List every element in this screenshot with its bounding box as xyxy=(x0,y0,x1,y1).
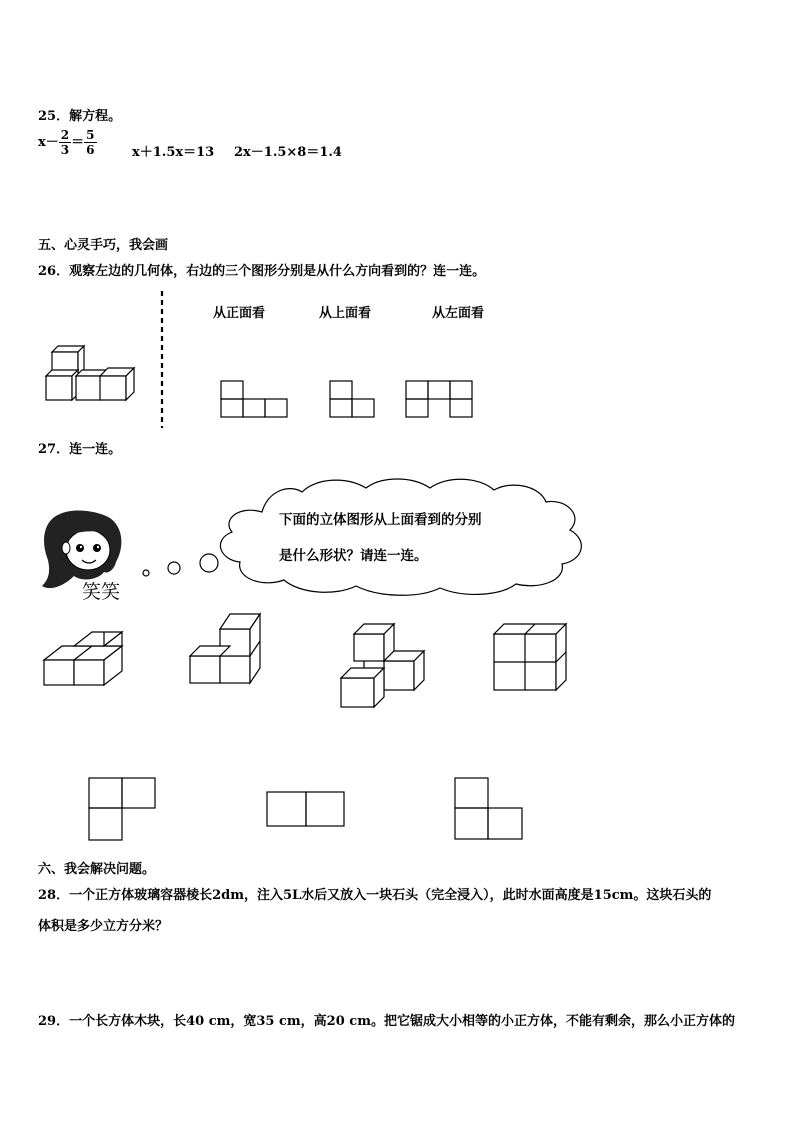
fraction-2-3: $\frac{2}{3}$ xyxy=(60,128,70,157)
q25-equation-3: 2x－1.5×8＝1.4 xyxy=(234,145,342,160)
q27-solid-a xyxy=(44,632,122,685)
q27-topview-2 xyxy=(267,792,344,826)
section5-heading: 五、心灵手巧，我会画 xyxy=(38,238,169,253)
q26-text: 26．观察左边的几何体，右边的三个图形分别是从什么方向看到的？连一连。 xyxy=(38,264,486,279)
q25-heading: 25．解方程。 xyxy=(38,109,122,124)
thought-dot-large xyxy=(200,554,218,572)
view-label-front: 从正面看 xyxy=(213,306,266,321)
bubble-line-1: 下面的立体图形从上面看到的分别 xyxy=(279,512,482,528)
thought-cloud xyxy=(220,479,581,595)
character-name: 笑笑 xyxy=(82,581,121,603)
view-label-top: 从上面看 xyxy=(319,306,372,321)
view-label-left: 从左面看 xyxy=(432,306,485,321)
eq1-equals: ＝ xyxy=(71,135,85,150)
q27-topview-1 xyxy=(89,778,155,840)
eq1-prefix: x－ xyxy=(38,135,59,150)
q27-solid-c xyxy=(341,624,424,707)
q27-text: 27．连一连。 xyxy=(38,442,122,457)
q29-line-1: 29．一个长方体木块，长40 cm，宽35 cm，高20 cm。把它锯成大小相等的小正方体，不能有剩余，那么小正方体的 xyxy=(38,1014,735,1029)
q28-line-2: 体积是多少立方分米？ xyxy=(38,919,169,934)
q25-equation-2: x＋1.5x＝13 xyxy=(132,145,215,160)
thought-dot-small xyxy=(143,570,149,576)
q27-topview-3 xyxy=(455,778,522,839)
thought-dot-medium xyxy=(168,562,180,574)
section6-heading: 六、我会解决问题。 xyxy=(38,862,156,877)
q27-solid-b xyxy=(190,614,260,683)
fraction-5-6: $\frac{5}{6}$ xyxy=(86,128,95,157)
q28-line-1: 28．一个正方体玻璃容器棱长2dm，注入5L水后又放入一块石头（完全浸入），此时水面高度是15cm。这块石头的 xyxy=(38,888,712,903)
q27-solid-d xyxy=(494,624,566,690)
bubble-line-2: 是什么形状？请连一连。 xyxy=(279,548,428,564)
